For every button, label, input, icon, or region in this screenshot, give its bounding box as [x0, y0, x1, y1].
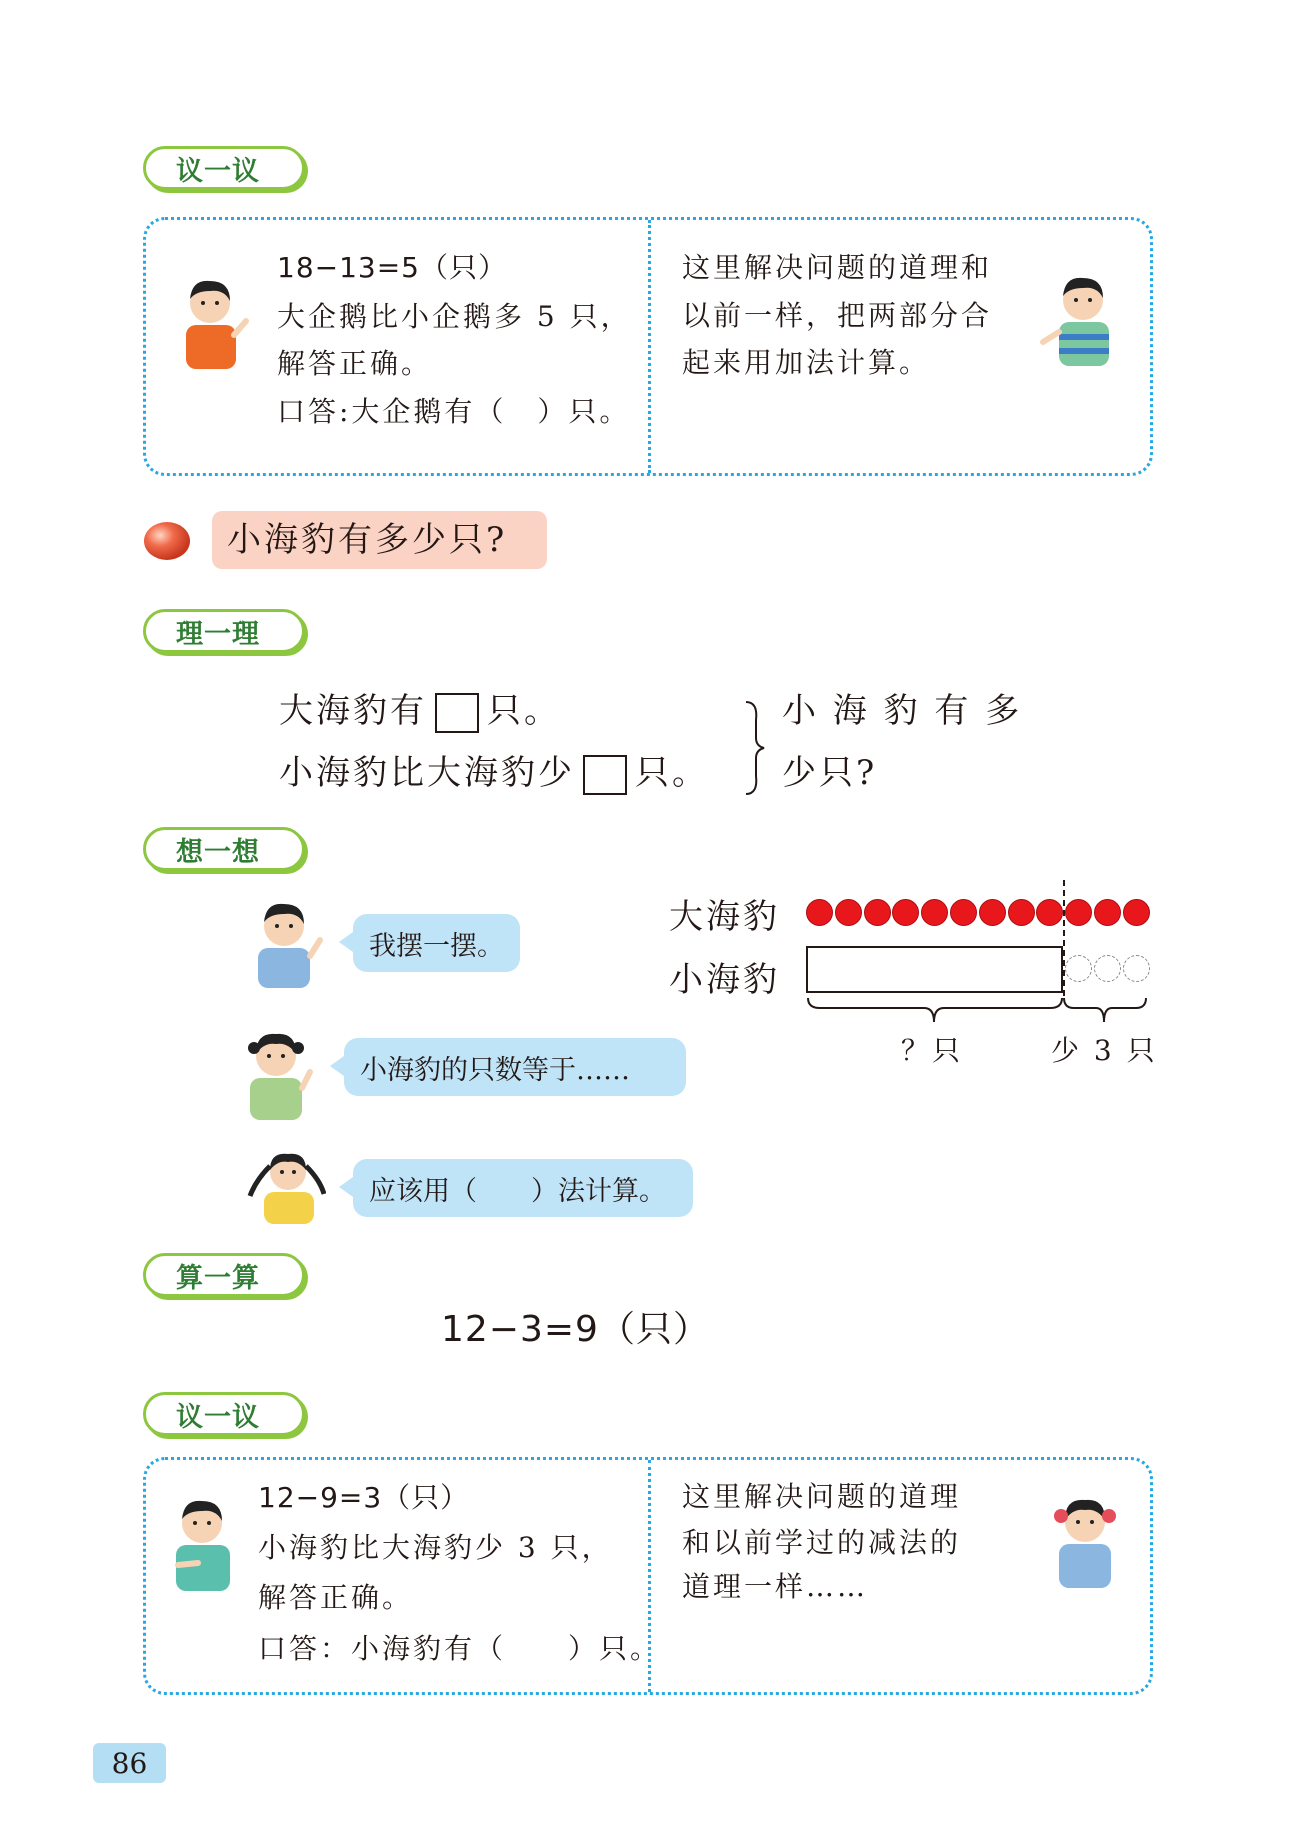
bracket-question: 小 海 豹 有 多 [782, 691, 1023, 731]
missing-seal-dot [1094, 955, 1121, 982]
speech-bubble [344, 1038, 686, 1096]
calculate-badge: 算一算 [143, 1253, 305, 1297]
explanation-text: 解答正确。 [258, 1581, 414, 1614]
girl-avatar-icon [238, 1026, 318, 1122]
reasoning-text: 以前一样，把两部分合 [682, 299, 993, 332]
speech-bubble [353, 914, 520, 972]
big-seal-dot [1065, 899, 1092, 926]
girl-avatar-icon [246, 1146, 326, 1226]
big-seal-dot [806, 899, 833, 926]
discuss-badge-2: 议一议 [143, 1392, 305, 1436]
big-seal-dot [1123, 899, 1150, 926]
small-seal-bar [806, 946, 1063, 993]
equation-text: 12−9=3（只） [258, 1481, 470, 1514]
explanation-text: 小海豹比大海豹少 3 只， [258, 1531, 613, 1564]
speech-bubble [353, 1159, 693, 1217]
bracket-question: 少只? [782, 753, 878, 793]
question-title: 小海豹有多少只? [227, 520, 508, 560]
big-seal-dot [835, 899, 862, 926]
equation-text: 18−13=5（只） [277, 251, 507, 284]
boy-avatar-icon [248, 898, 328, 990]
organize-badge: 理一理 [143, 609, 305, 653]
missing-seal-dot [1065, 955, 1092, 982]
think-badge: 想一想 [143, 827, 305, 871]
boy-avatar-icon [172, 275, 252, 375]
panel-divider [648, 220, 651, 473]
bubble-text: 应该用（ ）法计算。 [369, 1175, 666, 1207]
big-seal-dot [950, 899, 977, 926]
condition-text: 大海豹有 [279, 691, 427, 731]
condition-text: 只。 [487, 691, 561, 731]
bubble-text: 小海豹的只数等于…… [360, 1054, 630, 1086]
calculation-equation: 12−3=9（只） [441, 1309, 710, 1350]
big-seal-dot [1008, 899, 1035, 926]
condition-text: 只。 [635, 753, 709, 793]
reasoning-text: 这里解决问题的道理 [682, 1480, 962, 1513]
big-seal-dot [864, 899, 891, 926]
small-seal-label: 小海豹 [669, 960, 780, 1000]
girl-avatar-icon [1043, 1492, 1127, 1592]
bubble-text: 我摆一摆。 [369, 930, 504, 962]
reasoning-text: 这里解决问题的道理和 [682, 251, 993, 284]
page-number: 86 [93, 1743, 166, 1783]
condition-line-1 [279, 684, 561, 738]
missing-seal-dot [1123, 955, 1150, 982]
condition-line-2 [279, 746, 709, 800]
big-seal-dot [1036, 899, 1063, 926]
reasoning-text: 起来用加法计算。 [682, 346, 931, 379]
blank-box[interactable] [583, 755, 627, 795]
blank-box[interactable] [435, 693, 479, 733]
explanation-text: 大企鹅比小企鹅多 5 只， [277, 300, 632, 333]
big-seal-dot [979, 899, 1006, 926]
reasoning-text: 道理一样…… [682, 1570, 869, 1603]
red-ball-icon [143, 520, 191, 562]
big-seal-dot [892, 899, 919, 926]
discuss-badge-1: 议一议 [143, 146, 305, 190]
unknown-label: ？只 [901, 1034, 964, 1067]
condition-text: 小海豹比大海豹少 [279, 753, 575, 793]
fewer-label: 少 3 只 [1051, 1034, 1158, 1067]
reasoning-text: 和以前学过的减法的 [682, 1526, 962, 1559]
boy-avatar-icon [1035, 272, 1125, 372]
explanation-text: 解答正确。 [277, 347, 433, 380]
split-line [1063, 880, 1065, 996]
right-brace-icon [742, 700, 768, 796]
big-seal-dot [1094, 899, 1121, 926]
big-seal-label: 大海豹 [669, 897, 780, 937]
boy-avatar-icon [162, 1495, 242, 1595]
answer-text: 口答:大企鹅有（ ）只。 [277, 395, 631, 428]
answer-text: 口答：小海豹有（ ）只。 [258, 1632, 662, 1665]
big-seal-dot [921, 899, 948, 926]
